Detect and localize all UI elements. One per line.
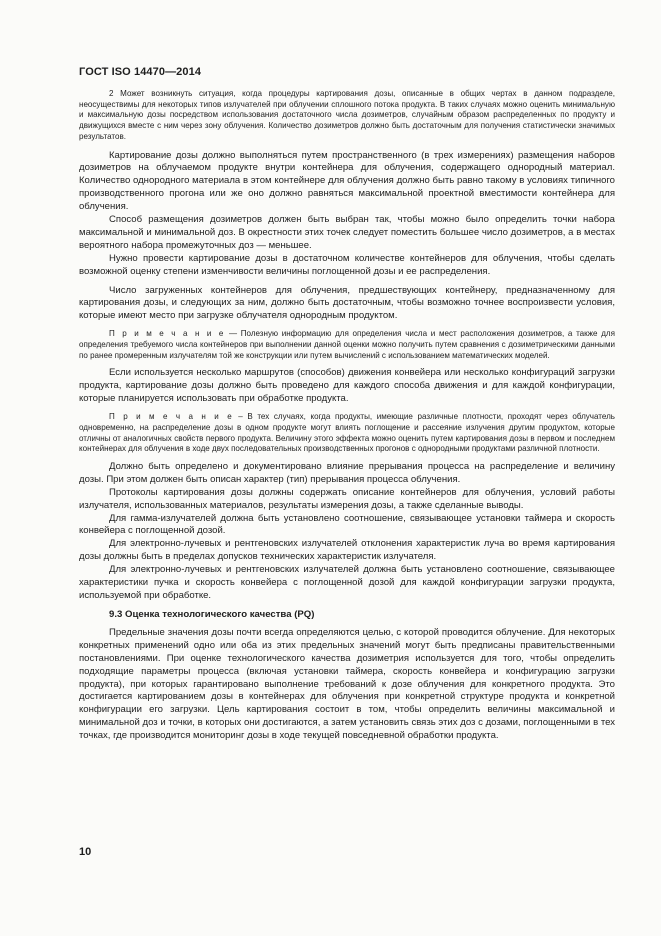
- note-text: – В тех случаях, когда продукты, имеющие различные плотности, проходят через облучатель одновременно, на распределение дозы в одном продукте могут влиять поглощение и рассеяние излучения другим продуктом, которые отличны от аналогичных свойств первого продукта. Величину этого эффекта можно оценить путем картирования дозы в первом и последнем контейнерах для облучения в ходе двух последовательных производственных прогонов с однородными продуктами различной плотности.: [79, 412, 615, 454]
- note-label: П р и м е ч а н и е: [109, 329, 226, 339]
- paragraph: Для электронно-лучевых и рентгеновских излучателей отклонения характеристик луча во время картирования дозы должны быть в пределах допусков технических характеристик излучателя.: [79, 538, 615, 563]
- page-body: [79, 89, 615, 743]
- paragraph: Протоколы картирования дозы должны содержать описание контейнеров для облучения, условий работы излучателя, использованных материалов, результаты измерения дозы, а также сделанные выводы.: [79, 486, 615, 511]
- paragraph: Нужно провести картирование дозы в достаточном количестве контейнеров для облучения, чтобы сделать возможной оценку степени изменчивости величины поглощенной дозы и ее распределения.: [79, 252, 615, 277]
- paragraph: Предельные значения дозы почти всегда определяются целью, с которой проводится облучение. Для некоторых конкретных применений одно или оба из этих предельных значений могут быть предписаны правительственными постановлениями. При оценке технологического качества дозиметрия используется для того, чтобы определить подходящие параметры процесса (включая установки таймера, скорость конвейера и конфигурацию загрузки продукта), при которых гарантировано выполнение требований к дозе облучения для конкретного продукта. Это достигается картированием дозы в контейнерах для облучения при конкретной структуре продукта и конкретной конфигурации его загрузки. Цель картирования состоит в том, чтобы определить величины максимальной и минимальной доз и точки, в которых они достигаются, а затем установить связь этих доз с дозами, поглощенными в тех точках, где производится мониторинг дозы в ходе текущей повседневной обработки продукта.: [79, 626, 615, 742]
- note-2: 2 Может возникнуть ситуация, когда процедуры картирования дозы, описанные в общих чертах в данном подразделе, неосуществимы для некоторых типов излучателей при облучении сплошного потока продукта. В таких случаях можно оценить минимальную и максимальную дозы посредством использования достаточного числа дозиметров, случайным образом распределенных по продукту и движущихся вместе с ним через зону облучения. Количество дозиметров должно быть достаточным для получения статистически значимых результатов.: [79, 89, 615, 141]
- note-b: [79, 412, 615, 455]
- note-a: [79, 329, 615, 361]
- document-header: ГОСТ ISO 14470—2014: [79, 66, 202, 78]
- paragraph: Картирование дозы должно выполняться путем пространственного (в трех измерениях) размещения наборов дозиметров на облучаемом продукте внутри контейнера для облучения, содержащего однородный материал. Количество однородного материала в этом контейнере для облучения должно быть равно такому в условиях типичного производственного прогона или же оно должно равняться максимальной проектной вместимости контейнера для облучения.: [79, 149, 615, 213]
- paragraph: Должно быть определено и документировано влияние прерывания процесса на распределение и величину дозы. При этом должен быть описан характер (тип) прерывания процесса облучения.: [79, 460, 615, 485]
- note-text: — Полезную информацию для определения числа и мест расположения дозиметров, а также для определения требуемого числа контейнеров при выполнении данной оценки можно получить путем сравнения с дозиметрическими данными по ранее промеренным излучателям той же конструкции или путем вычислений с использованием математических моделей.: [79, 329, 615, 360]
- paragraph: Если используется несколько маршрутов (способов) движения конвейера или несколько конфигураций загрузки продукта, картирование дозы должно быть проведено для каждого способа движения и для каждой конфигурации, которые планируется использовать при обработке продукта.: [79, 367, 615, 405]
- note-label: П р и м е ч а н и е: [109, 412, 234, 422]
- paragraph: Способ размещения дозиметров должен быть выбран так, чтобы можно было определить точки набора максимальной и минимальной доз. В окрестности этих точек следует поместить большее число дозиметров, а в местах вероятного набора промежуточных доз — меньшее.: [79, 214, 615, 251]
- section-title: 9.3 Оценка технологического качества (PQ): [109, 608, 315, 620]
- paragraph: Для гамма-излучателей должна быть установлено соотношение, связывающее установки таймера и скорость конвейера с поглощенной дозой.: [79, 512, 615, 537]
- paragraph: Число загруженных контейнеров для облучения, предшествующих контейнеру, предназначенному для картирования дозы, и следующих за ним, должно быть достаточным, чтобы возможно точнее воспроизвести условия, которые имеют место при загрузке облучателя однородным продуктом.: [79, 284, 615, 322]
- page-number: 10: [79, 846, 92, 858]
- paragraph: Для электронно-лучевых и рентгеновских излучателей должна быть установлено соотношение, связывающее характеристики пучка и скорость конвейера с поглощенной дозой для каждой конфигурации загрузки продукта, используемой при обработке.: [79, 564, 615, 601]
